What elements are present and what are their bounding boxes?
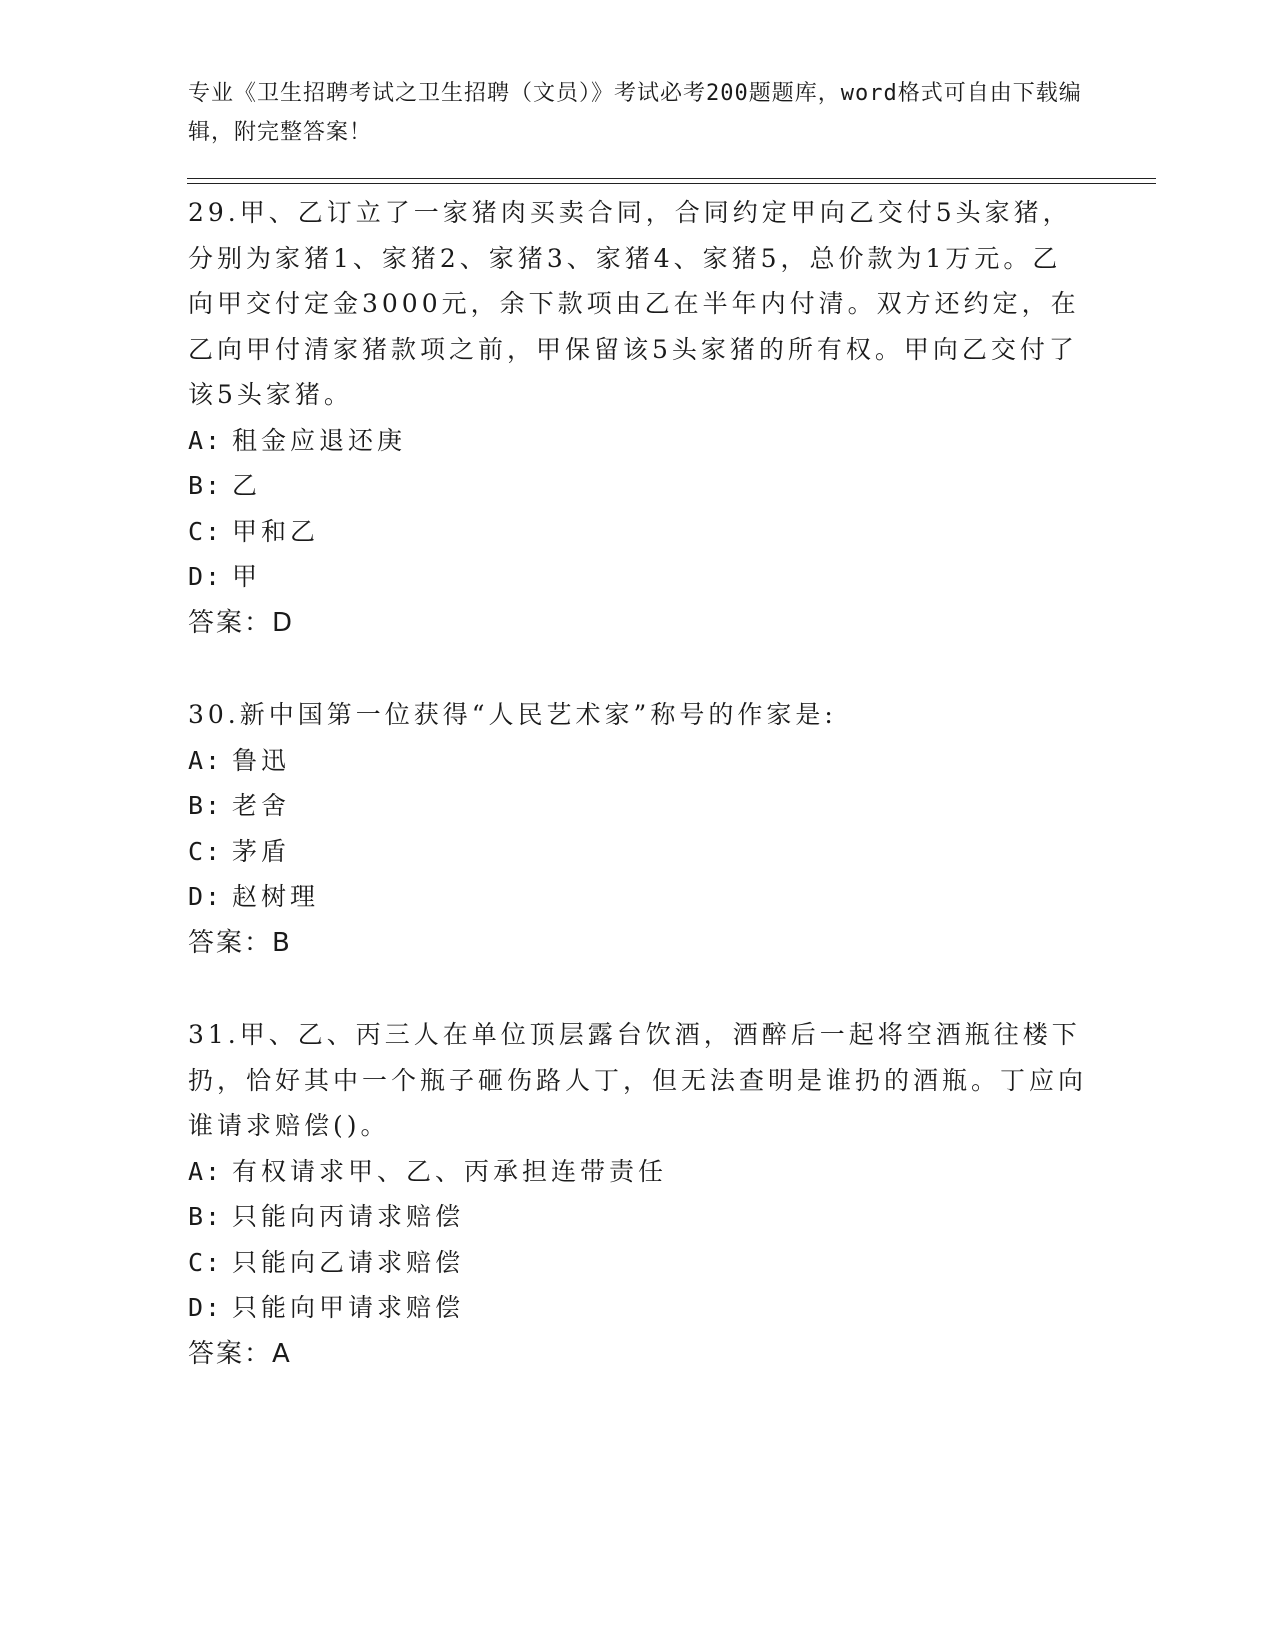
option-text: 只能向乙请求赔偿 (232, 1247, 465, 1277)
option-letter: D: (188, 1293, 223, 1322)
option-a (188, 738, 1088, 784)
option-text: 只能向甲请求赔偿 (232, 1293, 465, 1322)
answer-line: 答案：B (188, 927, 292, 958)
option-letter: C: (188, 1247, 223, 1277)
question-stem: 30.新中国第一位获得“人民艺术家”称号的作家是: (188, 700, 837, 729)
option-text: 只能向丙请求赔偿 (232, 1202, 465, 1231)
header-divider-bottom (187, 183, 1156, 184)
option-text: 有权请求甲、乙、丙承担连带责任 (232, 1156, 668, 1186)
option-letter: B: (188, 471, 223, 500)
option-d (188, 1285, 1088, 1331)
question-29 (188, 190, 1088, 646)
option-text: 老舍 (232, 791, 291, 820)
option-c (188, 1240, 1088, 1286)
header-note: 专业《卫生招聘考试之卫生招聘（文员）》考试必考200题题库，word格式可自由下载编辑，附完整答案！ (188, 81, 1082, 145)
question-stem: 31.甲、乙、丙三人在单位顶层露台饮酒，酒醉后一起将空酒瓶往楼下扔，恰好其中一个瓶子砸伤路人丁，但无法查明是谁扔的酒瓶。丁应向谁请求赔偿()。 (188, 1020, 1088, 1140)
option-a (188, 418, 1088, 464)
option-letter: D: (188, 562, 223, 591)
option-b (188, 463, 1088, 509)
option-letter: D: (188, 882, 223, 911)
option-c (188, 829, 1088, 875)
option-text: 甲 (232, 562, 262, 591)
option-letter: B: (188, 1202, 223, 1231)
question-31 (188, 1012, 1088, 1377)
question-30 (188, 692, 1088, 966)
answer-line: 答案：D (188, 607, 295, 638)
answer-line: 答案：A (188, 1338, 292, 1369)
option-text: 甲和乙 (232, 516, 320, 546)
option-letter: B: (188, 791, 223, 820)
option-text: 鲁迅 (232, 745, 291, 775)
option-letter: C: (188, 836, 223, 866)
option-b (188, 1194, 1088, 1240)
option-text: 赵树理 (232, 882, 320, 911)
option-letter: C: (188, 516, 223, 546)
question-stem: 29.甲、乙订立了一家猪肉买卖合同，合同约定甲向乙交付5头家猪，分别为家猪1、家猪2、家猪3、家猪4、家猪5，总价款为1万元。乙向甲交付定金3000元，余下款项由乙在半年内付清。双方还约定，在乙向甲付清家猪款项之前，甲保留该5头家猪的所有权。甲向乙交付了该5头家猪。 (188, 198, 1080, 409)
option-d (188, 554, 1088, 600)
option-d (188, 874, 1088, 920)
option-letter: A: (188, 745, 223, 775)
option-text: 租金应退还庚 (232, 425, 407, 455)
option-letter: A: (188, 1156, 223, 1186)
option-letter: A: (188, 425, 223, 455)
option-text: 乙 (232, 471, 262, 500)
option-b (188, 783, 1088, 829)
option-c (188, 509, 1088, 555)
option-a (188, 1149, 1088, 1195)
option-text: 茅盾 (232, 836, 291, 866)
header-divider-top (187, 178, 1156, 179)
